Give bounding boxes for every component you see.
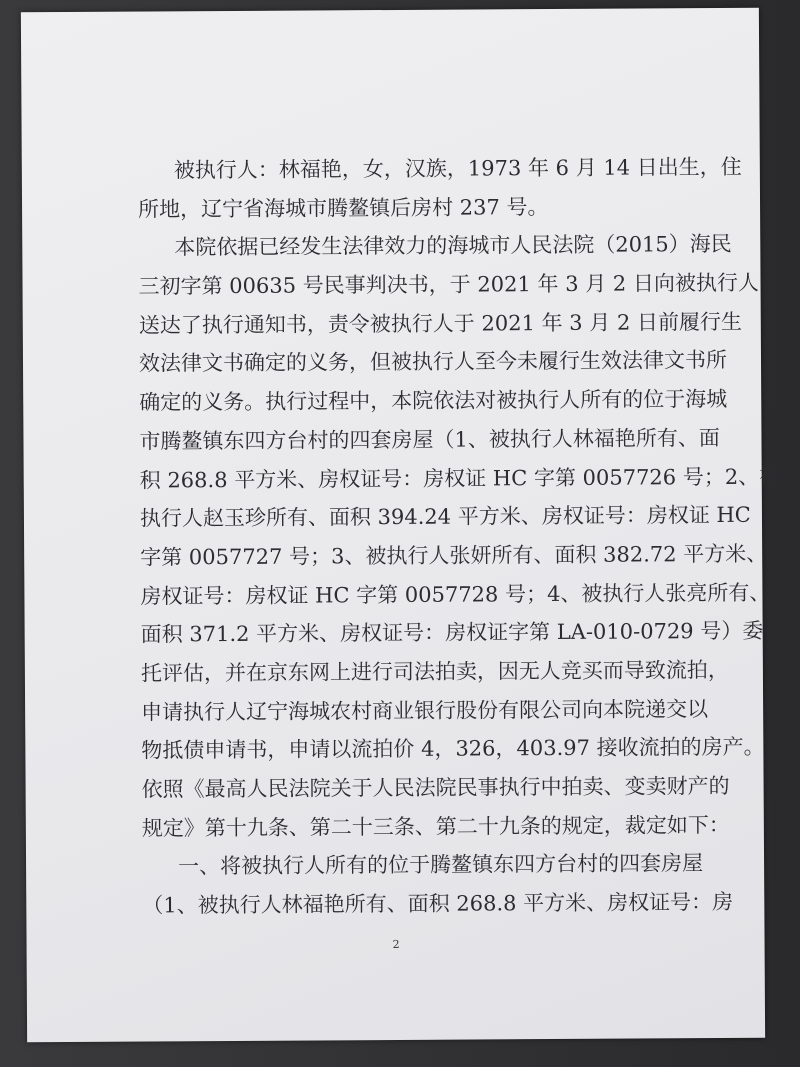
page-number: 2 — [392, 937, 400, 952]
paragraph — [137, 148, 742, 229]
document-body — [137, 148, 781, 925]
text-line: 执行人赵玉珍所有、面积 394.24 平方米、房权证号：房权证 HC — [139, 503, 751, 531]
text-line: 确定的义务。执行过程中，本院依法对被执行人所有的位于海城 — [139, 387, 728, 415]
text-line: 面积 371.2 平方米、房权证号：房权证字第 LA-010-0729 号）委 — [140, 618, 764, 647]
text-line: 字第 0057727 号；3、被执行人张妍所有、面积 382.72 平方米、 — [140, 541, 768, 570]
text-line: 一、将被执行人所有的位于腾鳌镇东四方台村的四套房屋 — [178, 851, 704, 879]
text-line: （1、被执行人林福艳所有、面积 268.8 平方米、房权证号：房 — [142, 889, 734, 918]
text-line: 规定》第十九条、第二十三条、第二十九条的规定，裁定如下： — [141, 812, 730, 841]
text-line: 本院依据已经发生法律效力的海城市人民法院（2015）海民 — [174, 232, 732, 260]
text-line: 送达了执行通知书，责令被执行人于 2021 年 3 月 2 日前履行生 — [138, 309, 743, 338]
document-page — [21, 8, 781, 1042]
text-line: 积 268.8 平方米、房权证号：房权证 HC 字第 0057726 号；2、被 — [139, 464, 781, 493]
text-line: 三初字第 00635 号民事判决书，于 2021 年 3 月 2 日向被执行人 — [138, 270, 759, 299]
paragraph — [138, 226, 781, 848]
text-line: 被执行人：林福艳，女，汉族，1973 年 6 月 14 日出生，住 — [173, 154, 742, 183]
text-line: 市腾鳌镇东四方台村的四套房屋（1、被执行人林福艳所有、面 — [139, 425, 720, 454]
text-line: 效法律文书确定的义务，但被执行人至今未履行生效法律文书所 — [138, 348, 728, 376]
text-line: 依照《最高人民法院关于人民法院民事执行中拍卖、变卖财产的 — [141, 773, 730, 802]
paragraph — [142, 845, 734, 926]
text-line: 物抵债申请书，申请以流拍价 4，326，403.97 接收流拍的房产。 — [141, 735, 765, 763]
text-line: 房权证号：房权证 HC 字第 0057728 号；4、被执行人张亮所有、 — [140, 580, 771, 609]
text-line: 所地，辽宁省海城市腾鳌镇后房村 237 号。 — [137, 194, 549, 222]
text-line: 托评估，并在京东网上进行司法拍卖，因无人竞买而导致流拍， — [140, 657, 729, 686]
text-line: 申请执行人辽宁海城农村商业银行股份有限公司向本院递交以 — [141, 696, 709, 725]
